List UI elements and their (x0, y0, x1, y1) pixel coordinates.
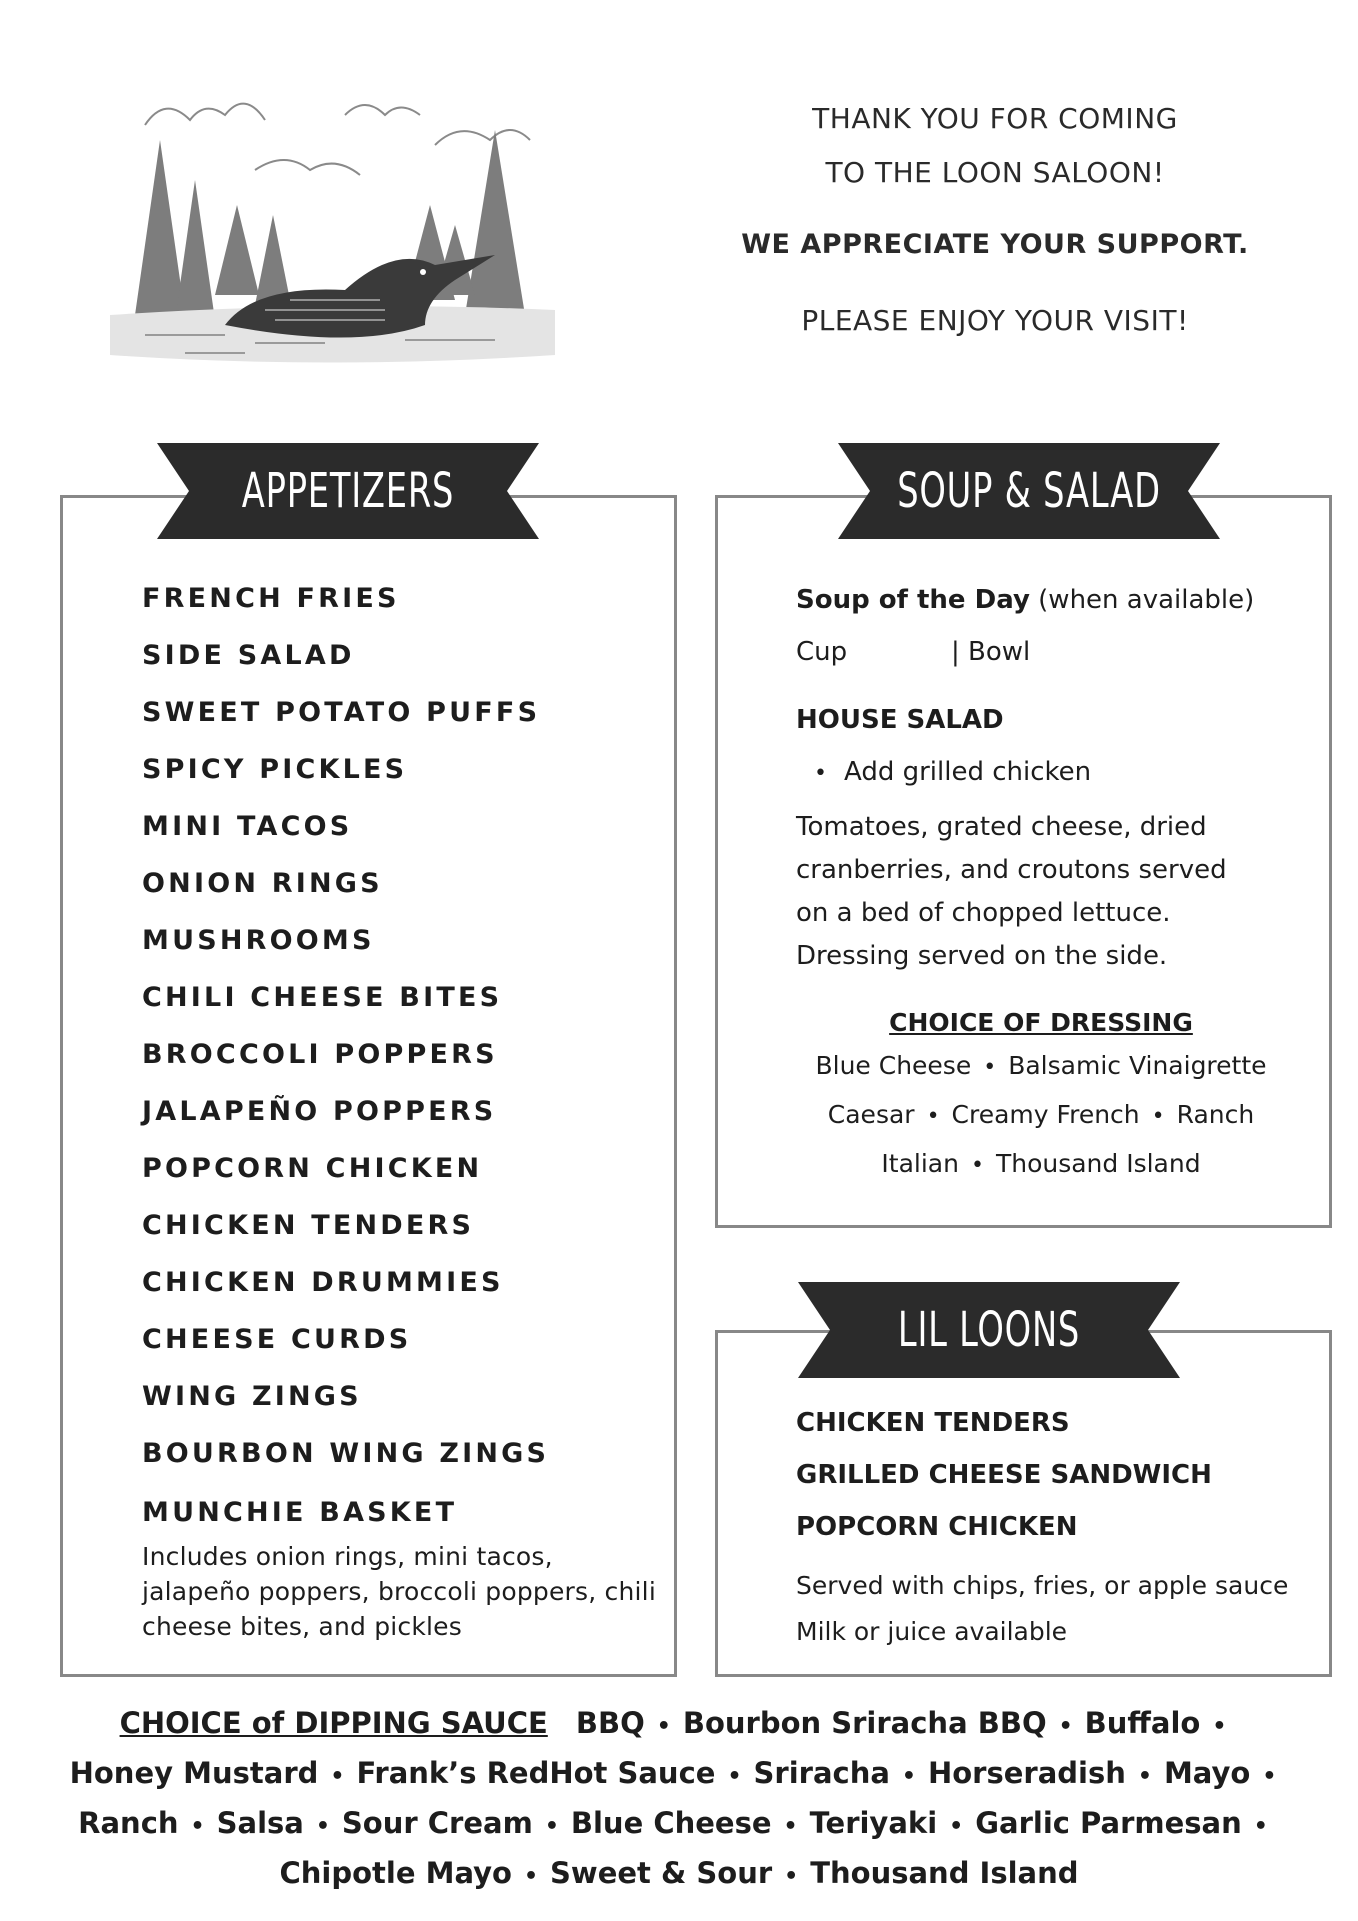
sauce-option: Sour Cream (341, 1806, 533, 1840)
dipping-sauce-section (40, 1700, 1318, 1900)
welcome-message (705, 92, 1285, 348)
sauce-option: Buffalo (1084, 1706, 1201, 1740)
cup-bowl-options (796, 632, 1316, 672)
menu-item: MINI TACOS (142, 811, 353, 842)
dressing-option: Blue Cheese (815, 1051, 972, 1080)
description-line: cranberries, and croutons served (796, 855, 1227, 885)
sauce-option: Salsa (216, 1806, 304, 1840)
add-on-item (796, 752, 1316, 794)
description-line: Dressing served on the side. (796, 941, 1168, 971)
dipping-sauce-title: CHOICE of DIPPING SAUCE (119, 1706, 548, 1740)
sauce-line (40, 1800, 1318, 1850)
menu-item: POPCORN CHICKEN (796, 1512, 1078, 1542)
separator-dot: • (1212, 1714, 1227, 1739)
sauce-option: BBQ (575, 1706, 645, 1740)
menu-item: POPCORN CHICKEN (142, 1153, 483, 1184)
separator-dot: • (1151, 1104, 1165, 1129)
appetizers-title: APPETIZERS (241, 463, 455, 519)
lil-loons-banner (798, 1282, 1180, 1378)
appetizers-list (142, 580, 662, 1644)
separator-dot: • (190, 1814, 205, 1839)
separator-dot: • (315, 1814, 330, 1839)
sauce-line (40, 1750, 1318, 1800)
sauce-option: Horseradish (927, 1756, 1126, 1790)
menu-item: SIDE SALAD (142, 640, 355, 671)
sauce-option: Bourbon Sriracha BBQ (682, 1706, 1047, 1740)
lil-loons-note: Served with chips, fries, or apple sauce (796, 1571, 1289, 1600)
sauce-line (40, 1850, 1318, 1900)
dressing-option: Italian (881, 1149, 959, 1178)
menu-item: CHILI CHEESE BITES (142, 982, 503, 1013)
separator-dot: • (330, 1764, 345, 1789)
menu-item: BROCCOLI POPPERS (142, 1039, 498, 1070)
menu-item: CHICKEN TENDERS (796, 1408, 1070, 1438)
separator-dot: • (784, 1864, 799, 1889)
separator-dot: • (1253, 1814, 1268, 1839)
dressing-option: Balsamic Vinaigrette (1008, 1051, 1267, 1080)
sauce-option: Sriracha (753, 1756, 890, 1790)
sauce-option: Teriyaki (809, 1806, 938, 1840)
soup-salad-content (796, 580, 1316, 1189)
thanks-line-4: PLEASE ENJOY YOUR VISIT! (801, 304, 1189, 337)
house-salad-description (796, 806, 1316, 978)
separator-dot: • (544, 1814, 559, 1839)
lil-loons-note: Milk or juice available (796, 1617, 1068, 1646)
description-line: on a bed of chopped lettuce. (796, 898, 1171, 928)
separator-dot: • (1058, 1714, 1073, 1739)
separator-dot: • (970, 1153, 984, 1178)
menu-item: SWEET POTATO PUFFS (142, 697, 541, 728)
sauce-option: Garlic Parmesan (975, 1806, 1242, 1840)
separator-dot: • (727, 1764, 742, 1789)
menu-item: FRENCH FRIES (142, 583, 400, 614)
dressing-line (796, 1140, 1286, 1189)
menu-item: WING ZINGS (142, 1381, 362, 1412)
dressing-title: CHOICE OF DRESSING (889, 1008, 1193, 1037)
thanks-line-1: THANK YOU FOR COMING (812, 102, 1178, 135)
menu-item: CHICKEN TENDERS (142, 1210, 475, 1241)
separator-dot: • (949, 1814, 964, 1839)
sauce-option: Frank’s RedHot Sauce (356, 1756, 716, 1790)
menu-item: CHICKEN DRUMMIES (142, 1267, 504, 1298)
soup-name: Soup of the Day (796, 585, 1030, 615)
bullet-icon: • (814, 761, 827, 786)
separator-dot: • (783, 1814, 798, 1839)
sauce-option: Mayo (1163, 1756, 1251, 1790)
soup-of-the-day (796, 580, 1316, 620)
separator-dot: • (523, 1864, 539, 1889)
separator-dot: • (1262, 1764, 1277, 1789)
separator-dot: • (926, 1104, 940, 1129)
separator-dot: • (983, 1055, 997, 1080)
separator-dot: • (901, 1764, 916, 1789)
menu-item: SPICY PICKLES (142, 754, 408, 785)
munchie-basket-title: MUNCHIE BASKET (142, 1497, 458, 1528)
menu-item: GRILLED CHEESE SANDWICH (796, 1460, 1212, 1490)
loon-lake-trees-illustration (105, 85, 560, 370)
lil-loons-content (796, 1397, 1316, 1655)
soup-salad-title: SOUP & SALAD (897, 463, 1161, 519)
sauce-option: Blue Cheese (570, 1806, 772, 1840)
description-line: Tomatoes, grated cheese, dried (796, 812, 1207, 842)
sauce-option: Thousand Island (810, 1856, 1079, 1890)
sauce-option: Chipotle Mayo (279, 1856, 512, 1890)
dressing-option: Thousand Island (995, 1149, 1201, 1178)
dressing-option: Ranch (1176, 1100, 1255, 1129)
dressing-option: Caesar (827, 1100, 915, 1129)
house-salad-title: HOUSE SALAD (796, 705, 1004, 735)
sauce-line (40, 1700, 1318, 1750)
menu-item: ONION RINGS (142, 868, 383, 899)
lil-loons-title: LIL LOONS (897, 1302, 1081, 1358)
munchie-basket-description: Includes onion rings, mini tacos, jalapeño poppers, broccoli poppers, chili cheese bites, and pickles (142, 1542, 656, 1641)
sauce-option: Honey Mustard (69, 1756, 319, 1790)
menu-item: CHEESE CURDS (142, 1324, 412, 1355)
thanks-line-3: WE APPRECIATE YOUR SUPPORT. (741, 229, 1249, 260)
separator-dot: • (1137, 1764, 1152, 1789)
dressing-line (796, 1042, 1286, 1091)
menu-item: JALAPEÑO POPPERS (142, 1096, 497, 1127)
soup-note: (when available) (1038, 585, 1255, 615)
sauce-option: Ranch (78, 1806, 179, 1840)
sauce-option: Sweet & Sour (550, 1856, 773, 1890)
thanks-line-2: TO THE LOON SALOON! (825, 156, 1165, 189)
dressing-option: Creamy French (951, 1100, 1140, 1129)
menu-item: BOURBON WING ZINGS (142, 1438, 550, 1469)
separator-dot: • (656, 1714, 671, 1739)
appetizers-banner (157, 443, 539, 539)
dressing-line (796, 1091, 1286, 1140)
bowl-label: | Bowl (951, 637, 1031, 667)
cup-label: Cup (796, 637, 848, 667)
add-on-label: Add grilled chicken (844, 757, 1092, 787)
soup-salad-banner (838, 443, 1220, 539)
menu-item: MUSHROOMS (142, 925, 375, 956)
